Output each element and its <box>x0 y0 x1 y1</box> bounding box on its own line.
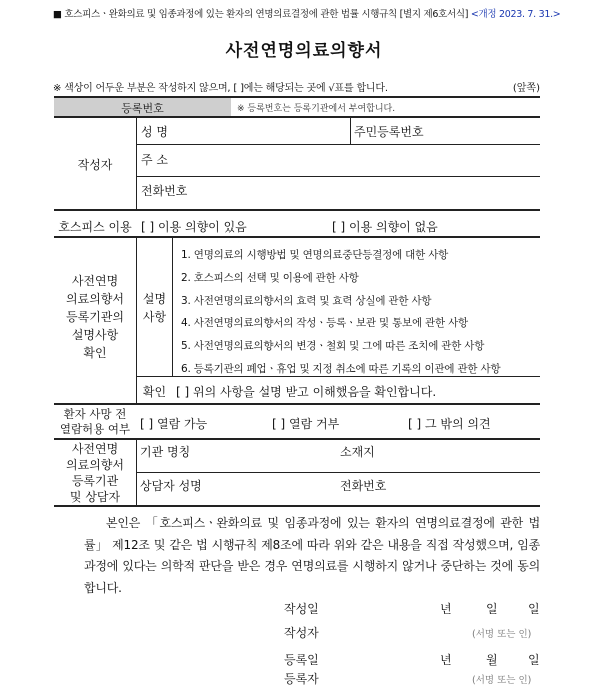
address-field-label: 주 소 <box>141 153 168 167</box>
hospice-label: 호스피스 이용 <box>58 220 132 234</box>
registration-note: ※ 등록번호는 등록기관에서 부여합니다. <box>237 104 396 114</box>
list-item: 2. 호스피스의 선택 및 이용에 관한 사항 <box>181 271 359 284</box>
registrar-sign-label: 등록자 <box>284 672 319 686</box>
notice-text: ※ 색상이 어두운 부분은 작성하지 않으며, [ ]에는 해당되는 곳에 √표를 합니다. <box>53 83 388 94</box>
list-item: 5. 사전연명의료의향서의 변경ㆍ철회 및 그에 따른 조치에 관한 사항 <box>181 340 485 353</box>
registrar-signature-field[interactable] <box>340 668 538 685</box>
written-date-label: 작성일 <box>284 602 319 616</box>
viewing-label: 환자 사망 전 열람허용 여부 <box>59 407 131 436</box>
list-item: 3. 사전연명의료의향서의 효력 및 효력 상실에 관한 사항 <box>181 294 432 307</box>
viewing-denied-checkbox[interactable]: [ ] 열람 거부 <box>272 417 340 431</box>
agency-name-label: 기관 명칭 <box>140 445 191 459</box>
form-basis: ■ 호스피스ㆍ완화의료 및 임종과정에 있는 환자의 연명의료결정에 관한 법률 시행규칙 [별지 제6호서식] <box>53 9 469 20</box>
counselor-phone-label: 전화번호 <box>340 479 387 493</box>
form-header <box>53 6 561 20</box>
agency-location-label: 소재지 <box>340 445 375 459</box>
name-field[interactable] <box>180 119 348 143</box>
list-item: 4. 사전연명의료의향서의 작성ㆍ등록ㆍ보관 및 통보에 관한 사항 <box>181 317 468 330</box>
hospice-no-checkbox[interactable]: [ ] 이용 의향이 없음 <box>332 220 438 234</box>
viewing-allowed-checkbox[interactable]: [ ] 열람 가능 <box>140 417 208 431</box>
explain-label: 사전연명 의료의향서 등록기관의 설명사항 확인 <box>66 274 124 360</box>
reg-day-label: 일 <box>528 653 540 667</box>
list-item: 6. 등록기관의 폐업ㆍ휴업 및 지정 취소에 따른 기록의 이관에 관한 사항 <box>181 362 501 375</box>
phone-field-label: 전화번호 <box>141 184 188 198</box>
explain-items-list <box>181 244 500 381</box>
address-field[interactable] <box>180 146 538 175</box>
written-date-field[interactable] <box>340 598 538 616</box>
rrn-field[interactable] <box>440 119 538 143</box>
viewing-other-checkbox[interactable]: [ ] 그 밖의 의견 <box>408 417 491 431</box>
explain-sub-label: 설명 사항 <box>142 292 167 324</box>
counselor-name-field[interactable] <box>210 474 335 504</box>
counselor-phone-field[interactable] <box>395 474 538 504</box>
reg-date-label: 등록일 <box>284 653 319 667</box>
page-title: 사전연명의료의향서 <box>225 41 383 61</box>
list-item: 1. 연명의료의 시행방법 및 연명의료중단등결정에 대한 사항 <box>181 249 449 261</box>
writer-sign-hint: (서명 또는 인) <box>472 629 532 640</box>
reg-date-field[interactable] <box>340 649 538 667</box>
year-label: 년 <box>440 602 452 616</box>
hospice-yes-checkbox[interactable]: [ ] 이용 의향이 있음 <box>141 220 247 234</box>
agency-location-field[interactable] <box>385 441 538 471</box>
rrn-field-label: 주민등록번호 <box>354 125 424 139</box>
agency-name-field[interactable] <box>200 441 335 471</box>
side-label: (앞쪽) <box>512 83 540 94</box>
reg-year-label: 년 <box>440 653 452 667</box>
confirm-label: 확인 <box>142 385 167 399</box>
agency-label: 사전연명 의료의향서 등록기관 및 상담자 <box>66 442 124 504</box>
phone-field[interactable] <box>200 178 538 208</box>
month-label: 일 <box>486 602 498 616</box>
writer-label: 작성자 <box>77 158 113 172</box>
writer-sign-label: 작성자 <box>284 626 319 640</box>
writer-signature-field[interactable] <box>340 622 538 640</box>
day-label: 일 <box>528 602 540 616</box>
revision-date: <개정 2023. 7. 31.> <box>470 9 561 20</box>
registration-label: 등록번호 <box>121 102 164 115</box>
confirm-checkbox[interactable]: [ ] 위의 사항을 설명 받고 이해했음을 확인합니다. <box>176 385 437 399</box>
counselor-name-label: 상담자 성명 <box>140 479 202 493</box>
registrar-sign-hint: (서명 또는 인) <box>472 675 532 686</box>
reg-month-label: 월 <box>486 653 498 667</box>
consent-statement: 본인은 「호스피스ㆍ완화의료 및 임종과정에 있는 환자의 연명의료결정에 관한 법률」 제12조 및 같은 법 시행규칙 제8조에 따라 위와 같은 내용을 직접 작성했으며, 임종과정에 있다는 의학적 판단을 받은 경우 연명의료를 시행하지 않거나 중단하는 것에 동의합니다. <box>84 516 540 595</box>
name-field-label: 성 명 <box>141 125 168 139</box>
